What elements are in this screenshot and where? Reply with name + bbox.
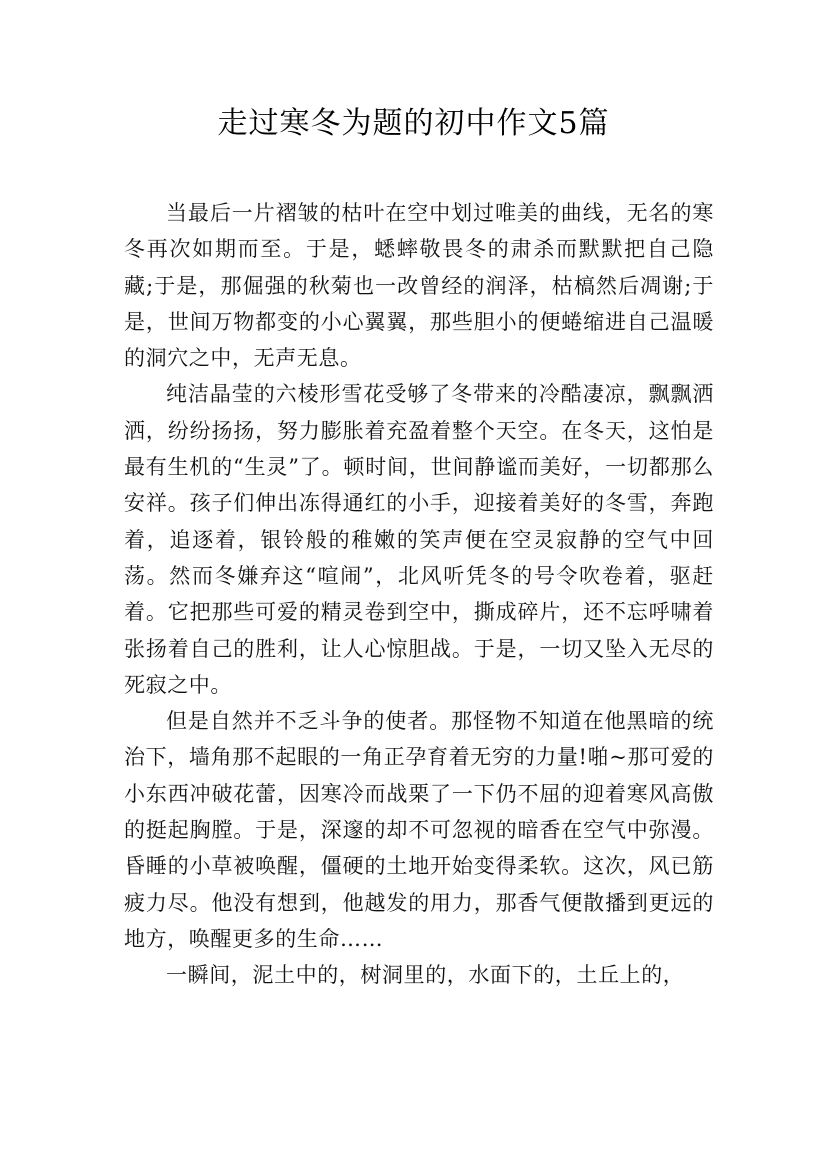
document-title: 走过寒冬为题的初中作文5篇 [217, 106, 610, 141]
document-body [124, 195, 714, 994]
paragraph-1: 当最后一片褶皱的枯叶在空中划过唯美的曲线，无名的寒冬再次如期而至。于是，蟋蟀敬畏冬的肃杀而默默把自己隐藏;于是，那倔强的秋菊也一改曾经的润泽，枯槁然后凋谢;于是，世间万物都变的小心翼翼，那些胆小的便蜷缩进自己温暖的洞穴之中，无声无息。 [124, 201, 714, 371]
paragraph-2: 纯洁晶莹的六棱形雪花受够了冬带来的冷酷凄凉，飘飘洒洒，纷纷扬扬，努力膨胀着充盈着整个天空。在冬天，这怕是最有生机的“生灵”了。顿时间，世间静谧而美好，一切都那么安祥。孩子们伸出冻得通红的小手，迎接着美好的冬雪，奔跑着，追逐着，银铃般的稚嫩的笑声便在空灵寂静的空气中回荡。然而冬嫌弃这“喧闹”，北风听凭冬的号令吹卷着，驱赶着。它把那些可爱的精灵卷到空中，撕成碎片，还不忘呼啸着张扬着自己的胜利，让人心惊胆战。于是，一切又坠入无尽的死寂之中。 [124, 382, 714, 697]
paragraph-3: 但是自然并不乏斗争的使者。那怪物不知道在他黑暗的统治下，墙角那不起眼的一角正孕育着无穷的力量!啪~那可爱的小东西冲破花蕾，因寒冷而战栗了一下仍不屈的迎着寒风高傲的挺起胸膛。于是，深邃的却不可忽视的暗香在空气中弥漫。昏睡的小草被唤醒，僵硬的土地开始变得柔软。这次，风已筋疲力尽。他没有想到，他越发的用力，那香气便散播到更远的地方，唤醒更多的生命…… [124, 709, 714, 951]
paragraph-4: 一瞬间，泥土中的，树洞里的，水面下的，土丘上的， [166, 963, 685, 988]
